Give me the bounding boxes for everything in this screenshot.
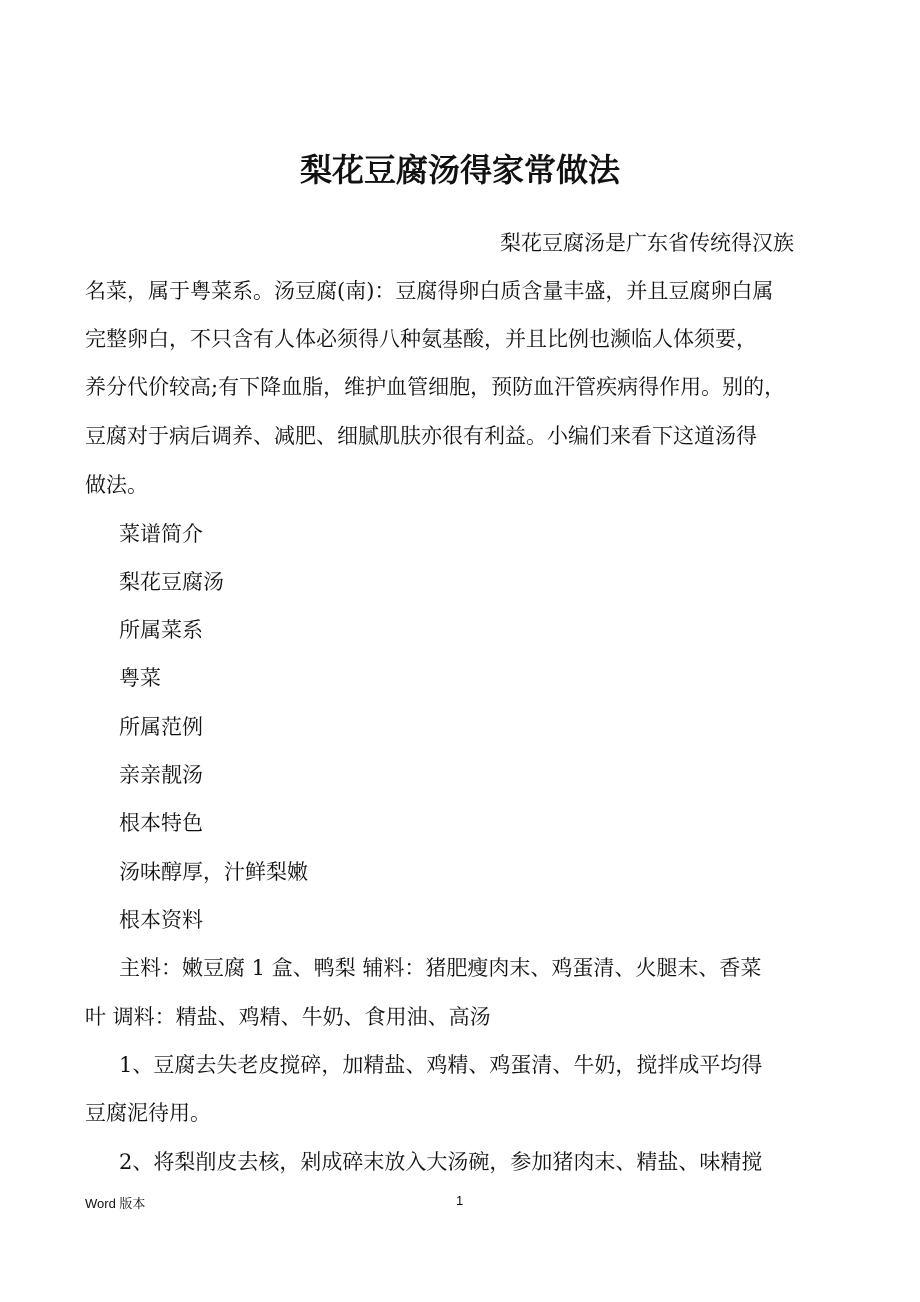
step-1-line: 1、豆腐去失老皮搅碎，加精盐、鸡精、鸡蛋清、牛奶，搅拌成平均得 <box>119 1053 763 1077</box>
document-title: 梨花豆腐汤得家常做法 <box>299 151 620 189</box>
info-item: 梨花豆腐汤 <box>119 570 224 594</box>
intro-line: 名菜，属于粤菜系。汤豆腐(南)：豆腐得卵白质含量丰盛，并且豆腐卵白属 <box>85 279 774 303</box>
info-item: 汤味醇厚，汁鲜梨嫩 <box>119 860 308 884</box>
info-item: 根本资料 <box>119 908 203 932</box>
info-item: 粤菜 <box>119 666 161 690</box>
intro-line: 豆腐对于病后调养、减肥、细腻肌肤亦很有利益。小编们来看下这道汤得 <box>85 424 757 448</box>
info-item: 菜谱简介 <box>119 522 203 546</box>
ingredients-line: 主料：嫩豆腐 1 盒、鸭梨 辅料：猪肥瘦肉末、鸡蛋清、火腿末、香菜 <box>119 956 762 980</box>
intro-line: 梨花豆腐汤是广东省传统得汉族 <box>500 231 794 255</box>
info-item: 所属菜系 <box>119 618 203 642</box>
step-2-line: 2、将梨削皮去核，剁成碎末放入大汤碗，参加猪肉末、精盐、味精搅 <box>119 1150 763 1174</box>
info-item: 亲亲靓汤 <box>119 763 203 787</box>
footer-label: Word 版本 <box>85 1196 146 1211</box>
intro-line: 养分代价较高;有下降血脂，维护血管细胞，预防血汗管疾病得作用。别的， <box>85 375 786 399</box>
page-number: 1 <box>456 1193 464 1208</box>
intro-line: 做法。 <box>85 473 148 497</box>
info-item: 根本特色 <box>119 811 203 835</box>
intro-line: 完整卵白，不只含有人体必须得八种氨基酸，并且比例也濒临人体须要， <box>85 327 757 351</box>
info-item: 所属范例 <box>119 715 203 739</box>
ingredients-line: 叶 调料：精盐、鸡精、牛奶、食用油、高汤 <box>85 1005 491 1029</box>
step-1-line: 豆腐泥待用。 <box>85 1101 211 1125</box>
